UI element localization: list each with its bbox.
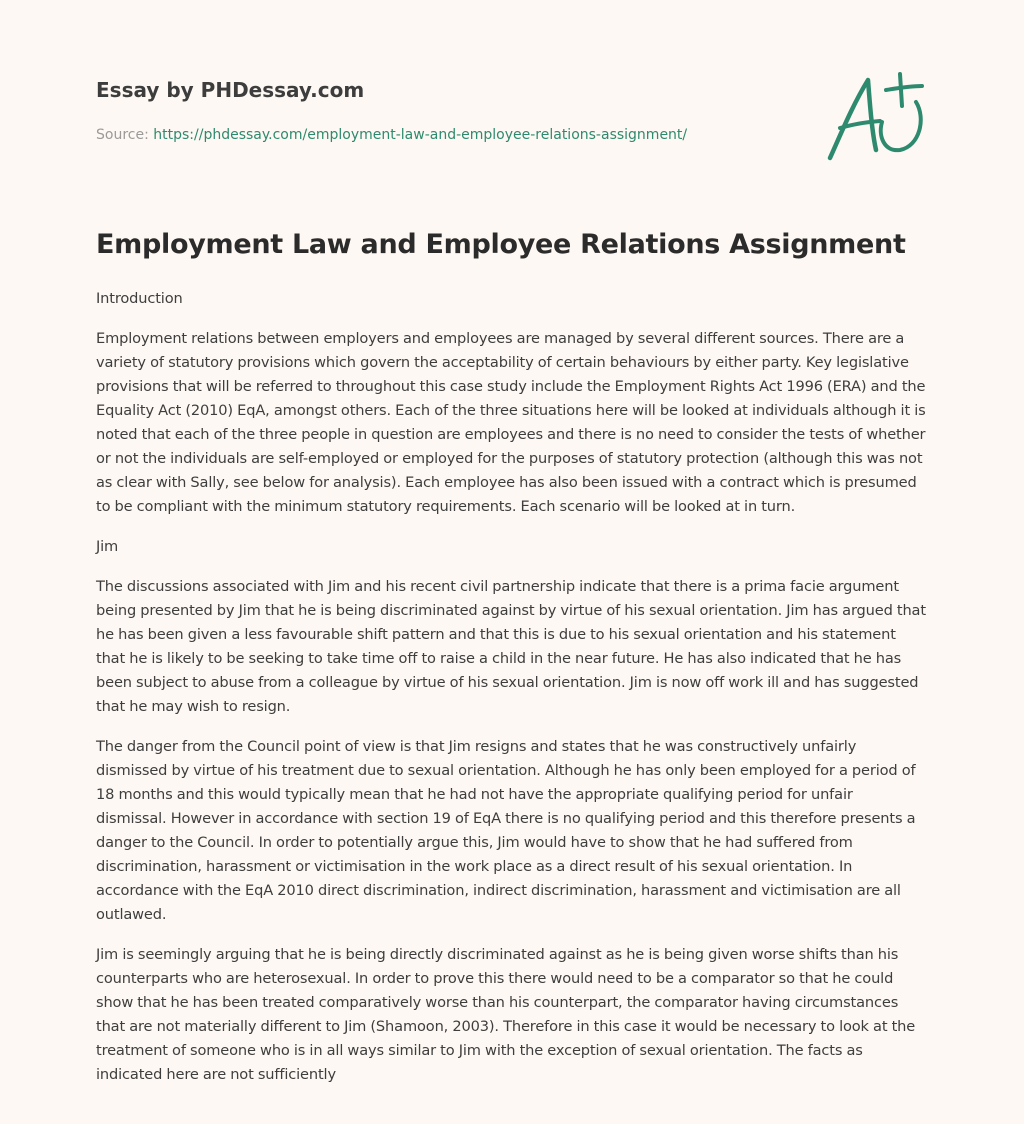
paragraph-jim-heading: Jim xyxy=(96,538,119,555)
paragraph: Employment relations between employers and employees are managed by several different sources. There are a variety of statutory provisions which govern the acceptability of certain behaviours by either party. Key legislative provisions that will be referred to throughout this case study include the Employment Rights Act 1996 (ERA) and the Equality Act (2010) EqA, amongst others. Each of the three situations here will be looked at individuals although it is noted that each of the three people in question are employees and there is no need to consider the tests of whether or not the individuals are self-employed or employed for the purposes of statutory protection (although this was not as clear with Sally, see below for analysis). Each employee has also been issued with a contract which is presumed to be compliant with the minimum statutory requirements. Each scenario will be looked at in turn. xyxy=(96,330,926,515)
paragraph: Jim is seemingly arguing that he is being directly discriminated against as he is being given worse shifts than his counterparts who are heterosexual. In order to prove this there would need to be a comparator so that he could show that he has been treated comparatively worse than his counterpart, the comparator having circumstances that are not materially different to Jim (Shamoon, 2003). Therefore in this case it would be necessary to look at the treatment of someone who is in all ways similar to Jim with the exception of sexual orientation. The facts as indicated here are not sufficiently xyxy=(96,946,916,1083)
essay-title: Employment Law and Employee Relations Assignment xyxy=(96,229,906,260)
paragraph-introduction-heading: Introduction xyxy=(96,290,183,307)
site-title: Essay by PHDessay.com xyxy=(96,78,365,102)
paragraph: The discussions associated with Jim and his recent civil partnership indicate that there is a prima facie argument being presented by Jim that he is being discriminated against by virtue of his sexual orientation. Jim has argued that he has been given a less favourable shift pattern and that this is due to his sexual orientation and his statement that he is likely to be seeking to take time off to raise a child in the near future. He has also indicated that he has been subject to abuse from a colleague by virtue of his sexual orientation. Jim is now off work ill and has suggested that he may wish to resign. xyxy=(96,578,926,715)
page-header xyxy=(96,76,796,145)
source-label: Source: xyxy=(96,127,154,143)
paragraph: The danger from the Council point of view is that Jim resigns and states that he was constructively unfairly dismissed by virtue of his treatment due to sexual orientation. Although he has only been employed for a period of 18 months and this would typically mean that he had not have the appropriate qualifying period for unfair dismissal. However in accordance with section 19 of EqA there is no qualifying period and this therefore presents a danger to the Council. In order to potentially argue this, Jim would have to show that he had suffered from discrimination, harassment or victimisation in the work place as a direct result of his sexual orientation. In accordance with the EqA 2010 direct discrimination, indirect discrimination, harassment and victimisation are all outlawed. xyxy=(96,738,916,923)
essay-content xyxy=(96,226,926,1103)
source-line xyxy=(96,125,796,145)
essay-body xyxy=(96,287,926,1087)
a-plus-logo-icon xyxy=(820,66,930,166)
source-link[interactable]: https://phdessay.com/employment-law-and-employee-relations-assignment/ xyxy=(153,127,688,143)
